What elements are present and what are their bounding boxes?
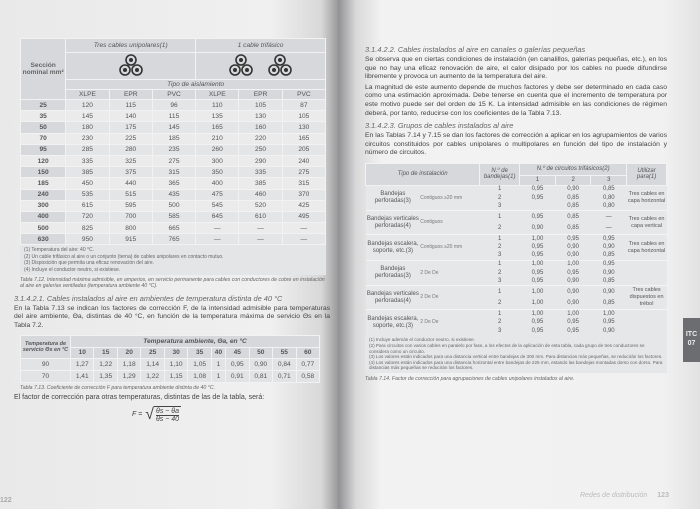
table-cell: 3 <box>480 327 520 336</box>
use-for <box>627 260 667 286</box>
footer <box>580 492 669 499</box>
table-cell: 1 <box>480 185 520 194</box>
table-cell: 1 <box>480 286 520 298</box>
use-for: Tres cables dispuestos en trébol <box>627 286 667 310</box>
use-for: Tres cables en capa horizontal <box>627 185 667 211</box>
installation-diagram: Contiguos <box>420 211 480 235</box>
table-row <box>21 189 326 200</box>
left-page <box>0 0 338 509</box>
page-number: 123 <box>657 492 669 499</box>
table-cell: 260 <box>196 144 239 155</box>
page-number: 122 <box>0 497 12 504</box>
table-cell: 435 <box>152 189 195 200</box>
table-cell: 915 <box>109 234 152 245</box>
table-cell: 535 <box>66 189 109 200</box>
table-cell: 0,90 <box>591 243 627 252</box>
table-cell: 0,90 <box>555 243 591 252</box>
table-row <box>21 223 326 234</box>
formula <box>132 406 330 424</box>
table-cell: 365 <box>152 178 195 189</box>
footnote: (1) Temperatura del aire: 40 °C. <box>24 247 94 254</box>
table-cell: 0,95 <box>591 260 627 269</box>
table-7-12-footnotes <box>20 245 326 275</box>
table-cell: 0,85 <box>591 252 627 261</box>
column-header: 1 <box>520 175 556 185</box>
footnote: (4) Incluye el conductor neutro, si existiese. <box>24 266 121 273</box>
table-cell: 800 <box>109 223 152 234</box>
header-circuitos: N.º de circuitos trifásicos(2) <box>520 163 627 175</box>
right-page <box>338 0 700 509</box>
table-cell: 1,00 <box>591 310 627 319</box>
table-cell: 1,00 <box>555 310 591 319</box>
table-cell: 1,18 <box>117 358 140 370</box>
header-temperatura-ambiente: Temperatura ambiente, Θa, en °C <box>71 335 320 347</box>
table-cell: 0,90 <box>591 286 627 298</box>
table-cell: 335 <box>66 155 109 166</box>
use-for <box>627 310 667 336</box>
table-cell: 275 <box>282 167 325 178</box>
table-cell: 90 <box>21 358 71 370</box>
section-cell: 95 <box>21 144 66 155</box>
table-row <box>21 211 326 222</box>
table-cell: 700 <box>109 211 152 222</box>
table-cell: 280 <box>109 144 152 155</box>
table-cell: 0,71 <box>273 370 296 382</box>
table-cell: 0,85 <box>591 298 627 310</box>
table-row <box>21 167 326 178</box>
header-temperatura-servicio: Temperatura de servicio Θs en °C <box>21 335 71 358</box>
table-cell: 0,85 <box>555 223 591 235</box>
column-header: 20 <box>117 347 140 358</box>
column-header: 55 <box>273 347 296 358</box>
use-for: Tres cables en capa horizontal <box>627 235 667 261</box>
table-cell: 0,90 <box>555 286 591 298</box>
installation-diagram: 2 De De <box>420 260 480 286</box>
table-cell: 1,41 <box>71 370 94 382</box>
table-cell: 0,95 <box>555 235 591 244</box>
installation-type: Bandejas escalera, soporte, etc.(3) <box>366 235 421 261</box>
table-cell: 105 <box>282 111 325 122</box>
table-row <box>21 100 326 111</box>
table-cell: 1,27 <box>71 358 94 370</box>
table-cell: 0,85 <box>555 211 591 223</box>
column-header: 60 <box>296 347 320 358</box>
table-cell: 70 <box>21 370 71 382</box>
table-cell: 0,85 <box>591 277 627 286</box>
table-cell: 645 <box>196 211 239 222</box>
table-cell: 185 <box>152 133 195 144</box>
column-header: 10 <box>71 347 94 358</box>
footnote: (2) Un cable trifásico al aire o un conjunto (terna) de cables unipolares en contacto mutuo. <box>24 253 224 260</box>
table-cell: 520 <box>239 200 282 211</box>
table-cell: 370 <box>282 189 325 200</box>
section-cell: 150 <box>21 167 66 178</box>
section-heading-3-1-4-2-1: 3.1.4.2.1. Cables instalados al aire en ambientes de temperatura distinta de 40 °C <box>14 293 283 303</box>
table-cell: 315 <box>152 167 195 178</box>
table-cell: 180 <box>66 122 109 133</box>
section-cell: 300 <box>21 200 66 211</box>
table-cell: 115 <box>109 100 152 111</box>
installation-diagram: Contiguos ≥20 mm <box>420 185 480 211</box>
table-cell: 0,95 <box>520 277 556 286</box>
column-header: 2 <box>555 175 591 185</box>
paragraph: En la Tabla 7.13 se indican los factores de corrección F, de la intensidad admisible para temperaturas del aire ambiente, Θa, distintas de 40 °C, en función de la temperatura máxima de servicio Θs en la Tabla 7.2. <box>14 304 330 330</box>
formula-numerator: θs − θa <box>156 407 179 415</box>
table-row <box>21 200 326 211</box>
table-cell: 0,81 <box>249 370 272 382</box>
table-cell: 1 <box>480 235 520 244</box>
use-for: Tres cables en capa vertical <box>627 211 667 235</box>
formula-denominator: θs − 40 <box>155 415 180 423</box>
table-cell: 0,77 <box>296 358 320 370</box>
table-row <box>21 111 326 122</box>
table-cell: — <box>282 223 325 234</box>
column-header: 3 <box>591 175 627 185</box>
table-cell: 1,14 <box>141 358 164 370</box>
table-cell: 1,08 <box>188 370 211 382</box>
table-cell: 610 <box>239 211 282 222</box>
header-bandejas: N.º de bandejas(1) <box>480 163 520 185</box>
table-cell: 350 <box>196 167 239 178</box>
table-cell: 145 <box>66 111 109 122</box>
table-cell: 2 <box>480 243 520 252</box>
table-cell: 0,85 <box>555 202 591 211</box>
table-cell: 0,95 <box>520 318 556 327</box>
table-cell: 220 <box>239 133 282 144</box>
table-cell: 720 <box>66 211 109 222</box>
table-cell: 1,10 <box>164 358 187 370</box>
table-7-14 <box>365 163 667 336</box>
table-cell: 500 <box>152 200 195 211</box>
section-cell: 500 <box>21 223 66 234</box>
table-cell: 120 <box>66 100 109 111</box>
table-cell: 400 <box>196 178 239 189</box>
table-row <box>366 211 667 223</box>
column-header: PVC <box>282 90 325 100</box>
column-header: PVC <box>152 90 195 100</box>
table-cell: 495 <box>282 211 325 222</box>
table-cell: 1,29 <box>117 370 140 382</box>
formula-intro: El factor de corrección para otras temperaturas, distintas de las de la tabla, será: <box>14 394 265 402</box>
table-cell: 2 <box>480 318 520 327</box>
section-cell: 400 <box>21 211 66 222</box>
chapter-tab <box>683 318 700 362</box>
table-row <box>21 234 326 245</box>
table-cell: — <box>282 234 325 245</box>
table-cell: — <box>239 234 282 245</box>
table-cell: 1,22 <box>94 358 117 370</box>
table-cell: 1 <box>480 211 520 223</box>
table-7-12 <box>20 38 326 245</box>
table-cell: 1,00 <box>520 260 556 269</box>
chapter-tab-label: ITC <box>685 331 698 338</box>
table-cell: 0,95 <box>520 269 556 278</box>
table-cell: 375 <box>109 167 152 178</box>
table-cell: 0,80 <box>591 202 627 211</box>
table-cell: 3 <box>480 252 520 261</box>
header-utilizar: Utilizar para(1) <box>627 163 667 185</box>
table-7-13-caption: Tabla 7.13. Coeficiente de corrección F para temperatura ambiente distinta de 40 °C. <box>20 384 215 391</box>
table-cell: — <box>196 234 239 245</box>
table-cell: 230 <box>66 133 109 144</box>
table-row <box>21 144 326 155</box>
table-row <box>21 155 326 166</box>
header-tres-cables: Tres cables unipolares(1) <box>66 39 196 53</box>
table-cell: — <box>591 223 627 235</box>
installation-type: Bandejas verticales perforadas(4) <box>366 211 421 235</box>
footnote: (3) Los valores están indicados para una distancia vertical entre bandejas de 300 mm. Para distancias más pequeñas, se reducirán los factores. <box>369 354 663 360</box>
table-row <box>21 122 326 133</box>
table-cell: 1,00 <box>520 286 556 298</box>
section-cell: 630 <box>21 234 66 245</box>
section-cell: 25 <box>21 100 66 111</box>
column-header: 25 <box>141 347 164 358</box>
table-cell: — <box>239 223 282 234</box>
sqrt-symbol: √ <box>145 405 154 423</box>
trefoil-cable-neutral-icon <box>263 53 297 77</box>
table-cell: 335 <box>239 167 282 178</box>
table-cell: 225 <box>109 133 152 144</box>
column-header: EPR <box>239 90 282 100</box>
table-cell: 165 <box>196 122 239 133</box>
column-header: 30 <box>164 347 187 358</box>
table-cell: 285 <box>66 144 109 155</box>
installation-type: Bandejas escalera, soporte, etc.(3) <box>366 310 421 336</box>
table-cell: 0,91 <box>226 370 249 382</box>
header-aislamiento: Tipo de aislamiento <box>66 80 326 90</box>
table-cell: 315 <box>282 178 325 189</box>
table-cell: 825 <box>66 223 109 234</box>
table-cell: 0,90 <box>555 252 591 261</box>
table-cell: 0,90 <box>555 185 591 194</box>
table-cell: 250 <box>239 144 282 155</box>
table-cell: 440 <box>109 178 152 189</box>
section-cell: 50 <box>21 122 66 133</box>
section-cell: 120 <box>21 155 66 166</box>
table-cell: 665 <box>152 223 195 234</box>
table-row <box>21 133 326 144</box>
table-7-12-caption: Tabla 7.12. Intensidad máxima admisible, en amperios, en servicio permanente para cables con conductores de cobre en instalación al aire en galerías ventiladas (temperatura ambiente 40 °C). <box>20 277 325 290</box>
table-cell: 0,95 <box>591 318 627 327</box>
table-cell: 0,90 <box>555 277 591 286</box>
section-cell: 240 <box>21 189 66 200</box>
table-cell: 1,00 <box>555 260 591 269</box>
table-cell: 1 <box>480 260 520 269</box>
table-cell: 0,95 <box>226 358 249 370</box>
chapter-tab-number: 07 <box>687 340 696 347</box>
header-tipo: Tipo de instalación <box>366 163 480 185</box>
column-header: 50 <box>249 347 272 358</box>
table-cell: 475 <box>196 189 239 200</box>
footer-title: Redes de distribución <box>580 492 648 499</box>
paragraph-1: Se observa que en ciertas condiciones de instalación (en canalillos, galerías pequeñas, etc.), en los que no hay una eficaz renovación de aire, el calor disipado por los cables no puede difundirse libremente y provoca un aumento de la temperatura del aire. <box>365 56 667 81</box>
installation-diagram: 2 De De <box>420 310 480 336</box>
table-cell: 515 <box>109 189 152 200</box>
table-cell: 0,90 <box>591 269 627 278</box>
table-cell: 1 <box>480 310 520 319</box>
table-cell: 0,58 <box>296 370 320 382</box>
table-cell: 1 <box>211 358 225 370</box>
table-cell: 210 <box>196 133 239 144</box>
footnote: (1) Incluye además el conductor neutro, si existiese. <box>369 337 475 343</box>
table-cell: 0,95 <box>555 327 591 336</box>
table-cell: 1,00 <box>520 310 556 319</box>
table-cell <box>520 202 556 211</box>
table-cell: 0,95 <box>591 235 627 244</box>
table-cell: 205 <box>282 144 325 155</box>
table-cell: 3 <box>480 202 520 211</box>
table-row <box>21 370 320 382</box>
paragraph-3: En las Tablas 7.14 y 7.15 se dan los factores de corrección a aplicar en los agrupamientos de varios circuitos constituidos por cables unipolares o multipolares en función del tipo de instalación y número de circuitos. <box>365 132 667 157</box>
column-header: 35 <box>188 347 211 358</box>
table-cell: 135 <box>196 111 239 122</box>
table-cell: 0,95 <box>555 318 591 327</box>
installation-diagram: 2 De De <box>420 286 480 310</box>
table-cell: 2 <box>480 194 520 203</box>
table-cell: 545 <box>196 200 239 211</box>
footnote: (4) Los valores están indicados para una distancia horizontal entre bandejas de 225 mm, estando las bandejas montadas dorso con dorso. Para distancias más pequeñas se reducirán los factores. <box>369 359 663 371</box>
table-cell: 385 <box>239 178 282 189</box>
table-cell: 275 <box>152 155 195 166</box>
table-cell: 235 <box>152 144 195 155</box>
table-7-14-footnotes <box>365 335 667 373</box>
table-cell: 110 <box>196 100 239 111</box>
table-cell: 0,95 <box>520 211 556 223</box>
table-cell: 175 <box>109 122 152 133</box>
table-cell: 615 <box>66 200 109 211</box>
table-cell: 0,90 <box>520 223 556 235</box>
table-cell: 0,85 <box>591 185 627 194</box>
footnote: (2) Para circuitos con varios cables en paralelo por fase, a los efectos de la aplicación de esta tabla, cada grupo de tres conductores se considera como un circuito. <box>369 343 645 354</box>
table-7-13 <box>20 335 320 383</box>
section-cell: 70 <box>21 133 66 144</box>
table-cell: 0,95 <box>520 243 556 252</box>
table-cell: 240 <box>282 155 325 166</box>
table-cell: 1,00 <box>520 235 556 244</box>
installation-diagram: Contiguos ≥20 mm <box>420 235 480 261</box>
table-cell: 105 <box>239 100 282 111</box>
table-cell: 2 <box>480 223 520 235</box>
table-cell: 0,95 <box>520 252 556 261</box>
table-cell: 2 <box>480 269 520 278</box>
table-cell: 585 <box>152 211 195 222</box>
column-header: 45 <box>226 347 249 358</box>
table-cell: 950 <box>66 234 109 245</box>
table-cell: 0,90 <box>555 298 591 310</box>
table-cell: — <box>591 211 627 223</box>
table-cell: 1 <box>211 370 225 382</box>
column-header: XLPE <box>66 90 109 100</box>
three-cables-icon <box>114 53 148 77</box>
table-cell: 0,85 <box>555 194 591 203</box>
table-cell: 160 <box>239 122 282 133</box>
table-cell: 0,90 <box>591 327 627 336</box>
table-cell: 1,05 <box>188 358 211 370</box>
table-cell: 0,95 <box>520 194 556 203</box>
paragraph-2: La magnitud de este aumento depende de muchos factores y debe ser determinado en cada caso como una estimación aproximada. Debe tenerse en cuenta que el incremento de temperatura por este motivo puede ser del orden de 15 K. La intensidad admisible en las condiciones de régimen deberá, por tanto, reducirse con los coeficientes de la Tabla 7.13. <box>365 83 667 117</box>
section-heading-3-1-4-2-3: 3.1.4.2.3. Grupos de cables instalados al aire <box>365 121 514 131</box>
table-cell: 0,90 <box>249 358 272 370</box>
section-cell: 185 <box>21 178 66 189</box>
table-row <box>366 260 667 269</box>
table-cell: 300 <box>196 155 239 166</box>
table-row <box>366 235 667 244</box>
table-cell: 2 <box>480 298 520 310</box>
table-cell: — <box>196 223 239 234</box>
table-cell: 385 <box>66 167 109 178</box>
table-cell: 0,95 <box>520 327 556 336</box>
header-seccion: Sección nominal mm² <box>21 39 66 100</box>
table-cell: 87 <box>282 100 325 111</box>
table-cell: 460 <box>239 189 282 200</box>
installation-type: Bandejas perforadas(3) <box>366 185 421 211</box>
table-row <box>21 178 326 189</box>
table-cell: 130 <box>239 111 282 122</box>
table-row <box>366 185 667 194</box>
installation-type: Bandejas perforadas(3) <box>366 260 421 286</box>
formula-lhs: F = <box>132 411 143 419</box>
table-cell: 145 <box>152 122 195 133</box>
table-cell: 1,00 <box>520 298 556 310</box>
footnote: (3) Disposición que permita una eficaz renovación del aire. <box>24 260 155 267</box>
table-cell: 130 <box>282 122 325 133</box>
table-cell: 765 <box>152 234 195 245</box>
table-cell: 290 <box>239 155 282 166</box>
table-row <box>366 310 667 319</box>
trefoil-cable-icon <box>224 53 258 77</box>
table-cell: 0,84 <box>273 358 296 370</box>
column-header: XLPE <box>196 90 239 100</box>
table-cell: 0,80 <box>591 194 627 203</box>
column-header: EPR <box>109 90 152 100</box>
table-cell: 325 <box>109 155 152 166</box>
table-cell: 140 <box>109 111 152 122</box>
installation-type: Bandejas verticales perforadas(4) <box>366 286 421 310</box>
table-cell: 3 <box>480 277 520 286</box>
table-cell: 0,95 <box>555 269 591 278</box>
table-7-14-caption: Tabla 7.14. Factor de corrección para agrupaciones de cables unipolares instalados al aire. <box>365 376 575 382</box>
section-heading-3-1-4-2-2: 3.1.4.2.2. Cables instalados al aire en canales o galerías pequeñas <box>365 45 586 54</box>
table-cell: 0,95 <box>520 185 556 194</box>
right-page-content <box>365 45 667 382</box>
table-row <box>21 358 320 370</box>
table-cell: 115 <box>152 111 195 122</box>
header-cable-trifasico: 1 cable trifásico <box>196 39 326 53</box>
table-cell: 425 <box>282 200 325 211</box>
table-cell: 450 <box>66 178 109 189</box>
left-page-content <box>14 38 330 424</box>
table-cell: 1,22 <box>141 370 164 382</box>
column-header: 15 <box>94 347 117 358</box>
column-header: 40 <box>211 347 225 358</box>
table-cell: 595 <box>109 200 152 211</box>
table-cell: 165 <box>282 133 325 144</box>
table-cell: 96 <box>152 100 195 111</box>
section-cell: 35 <box>21 111 66 122</box>
table-cell: 1,15 <box>164 370 187 382</box>
table-row <box>366 286 667 298</box>
table-cell: 1,35 <box>94 370 117 382</box>
